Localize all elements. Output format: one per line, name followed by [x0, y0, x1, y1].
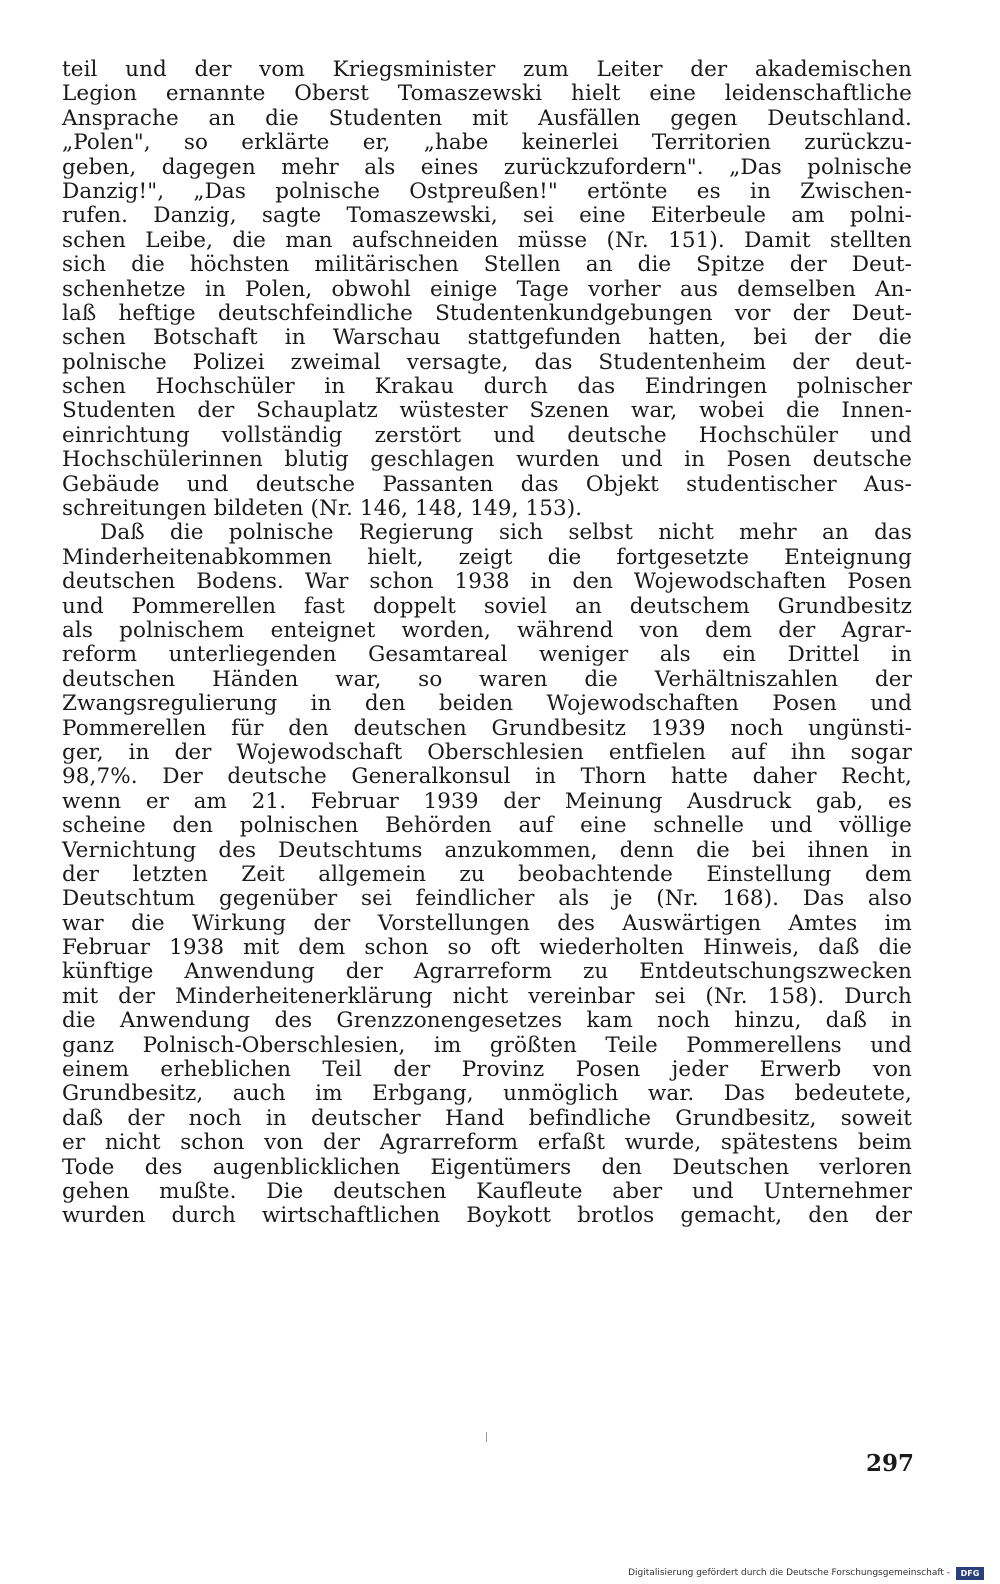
digitization-credit: Digitalisierung gefördert durch die Deutsche Forschungsgemeinschaft -: [628, 1568, 950, 1578]
text-line: ger, in der Wojewodschaft Oberschlesien entfielen auf ihn sogar: [62, 739, 912, 765]
text-line: 98,7%. Der deutsche Generalkonsul in Thorn hatte daher Recht,: [62, 764, 912, 790]
text-line: ganz Polnisch-Oberschlesien, im größten Teile Pommerellens und: [62, 1032, 912, 1058]
text-line: reform unterliegenden Gesamtareal weniger als ein Drittel in: [62, 642, 912, 668]
text-line: wenn er am 21. Februar 1939 der Meinung Ausdruck gab, es: [62, 788, 912, 814]
text-line: schen Hochschüler in Krakau durch das Eindringen polnischer: [62, 374, 912, 400]
text-line: deutschen Händen war, so waren die Verhältniszahlen der: [62, 666, 912, 692]
dfg-logo: DFG: [956, 1567, 984, 1580]
text-line: Grundbesitz, auch im Erbgang, unmöglich war. Das bedeutete,: [62, 1081, 912, 1107]
text-line: Daß die polnische Regierung sich selbst nicht mehr an das: [100, 520, 912, 546]
text-line: schen Botschaft in Warschau stattgefunden hatten, bei der die: [62, 325, 912, 351]
text-line: polnische Polizei zweimal versagte, das Studentenheim der deut-: [62, 349, 912, 375]
text-line: einrichtung vollständig zerstört und deutsche Hochschüler und: [62, 422, 912, 448]
text-line: Deutschtum gegenüber sei feindlicher als je (Nr. 168). Das also: [62, 886, 912, 912]
text-line: Ansprache an die Studenten mit Ausfällen gegen Deutschland.: [62, 105, 912, 131]
text-line: Danzig!", „Das polnische Ostpreußen!" ertönte es in Zwischen-: [62, 178, 912, 204]
text-line: wurden durch wirtschaftlichen Boykott brotlos gemacht, den der: [62, 1203, 912, 1229]
text-line: gehen mußte. Die deutschen Kaufleute aber und Unternehmer: [62, 1178, 912, 1204]
text-line: schen Leibe, die man aufschneiden müsse (Nr. 151). Damit stellten: [62, 227, 912, 253]
text-line: und Pommerellen fast doppelt soviel an deutschem Grundbesitz: [62, 593, 912, 619]
text-line: er nicht schon von der Agrarreform erfaßt wurde, spätestens beim: [62, 1130, 912, 1156]
text-line: geben, dagegen mehr als eines zurückzufordern". „Das polnische: [62, 154, 912, 180]
text-line: teil und der vom Kriegsminister zum Leiter der akademischen: [62, 57, 912, 82]
text-line: Tode des augenblicklichen Eigentümers den Deutschen verloren: [62, 1154, 912, 1180]
text-line: sich die höchsten militärischen Stellen an die Spitze der Deut-: [62, 252, 912, 278]
body-text: [62, 58, 912, 1229]
text-line: Studenten der Schauplatz wüstester Szenen war, wobei die Innen-: [62, 398, 912, 424]
text-line: künftige Anwendung der Agrarreform zu Entdeutschungszwecken: [62, 959, 912, 985]
text-line: mit der Minderheitenerklärung nicht vereinbar sei (Nr. 158). Durch: [62, 983, 912, 1009]
text-line: Hochschülerinnen blutig geschlagen wurden und in Posen deutsche: [62, 447, 912, 473]
text-line: Minderheitenabkommen hielt, zeigt die fortgesetzte Enteignung: [62, 544, 912, 570]
text-line: „Polen", so erklärte er, „habe keinerlei Territorien zurückzu-: [62, 130, 912, 156]
gutter-mark: [486, 1432, 487, 1442]
text-line: Zwangsregulierung in den beiden Wojewodschaften Posen und: [62, 691, 912, 717]
text-line: Gebäude und deutsche Passanten das Objekt studentischer Aus-: [62, 471, 912, 497]
text-line: einem erheblichen Teil der Provinz Posen jeder Erwerb von: [62, 1057, 912, 1083]
page-number: 297: [865, 1450, 914, 1477]
text-line: schenhetze in Polen, obwohl einige Tage vorher aus demselben An-: [62, 276, 912, 302]
text-line: Februar 1938 mit dem schon so oft wiederholten Hinweis, daß die: [62, 935, 912, 961]
text-line: Pommerellen für den deutschen Grundbesitz 1939 noch ungünsti-: [62, 715, 912, 741]
text-line: daß der noch in deutscher Hand befindliche Grundbesitz, soweit: [62, 1105, 912, 1131]
text-line: war die Wirkung der Vorstellungen des Auswärtigen Amtes im: [62, 910, 912, 936]
text-line: schreitungen bildeten (Nr. 146, 148, 149, 153).: [62, 496, 583, 522]
text-line: scheine den polnischen Behörden auf eine schnelle und völlige: [62, 813, 912, 839]
text-line: deutschen Bodens. War schon 1938 in den Wojewodschaften Posen: [62, 569, 912, 595]
text-line: die Anwendung des Grenzzonengesetzes kam noch hinzu, daß in: [62, 1008, 912, 1034]
text-line: rufen. Danzig, sagte Tomaszewski, sei eine Eiterbeule am polni-: [62, 203, 912, 229]
text-line: Legion ernannte Oberst Tomaszewski hielt eine leidenschaftliche: [62, 81, 912, 107]
text-line: der letzten Zeit allgemein zu beobachtende Einstellung dem: [62, 861, 912, 887]
text-line: als polnischem enteignet worden, während von dem der Agrar-: [62, 617, 912, 643]
text-line: laß heftige deutschfeindliche Studentenkundgebungen vor der Deut-: [62, 300, 912, 326]
text-line: Vernichtung des Deutschtums anzukommen, denn die bei ihnen in: [62, 837, 912, 863]
